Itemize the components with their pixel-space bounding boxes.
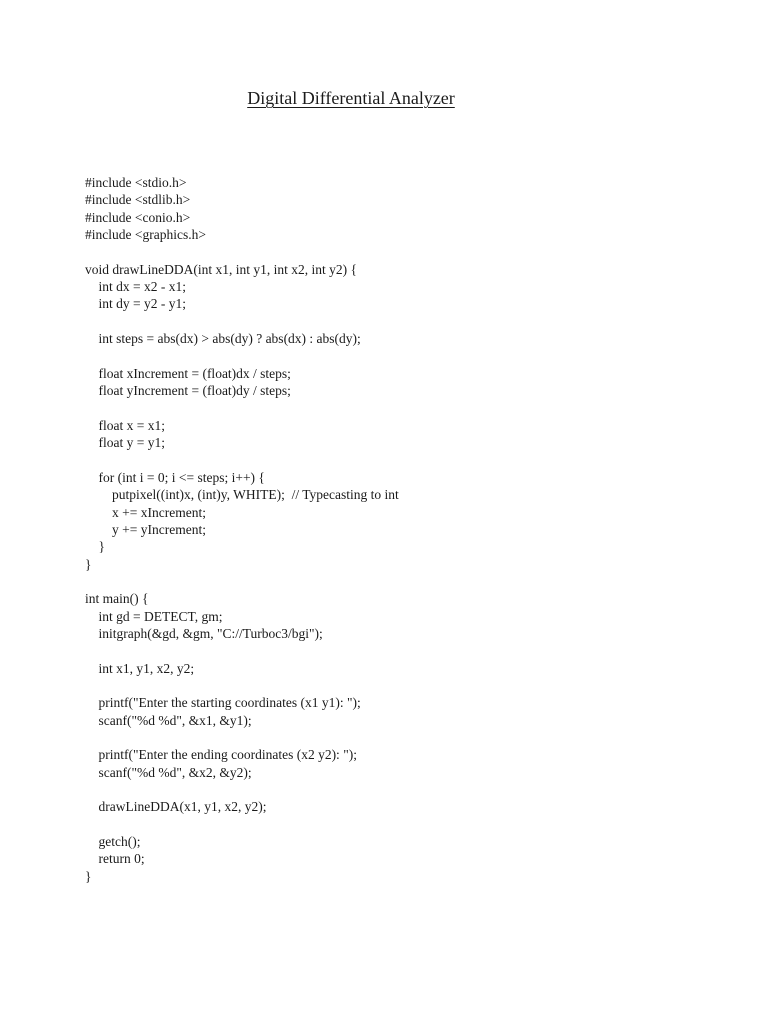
code-line: #include <stdlib.h> [85,192,191,208]
code-line: #include <stdio.h> [85,175,187,190]
code-line: int main() { [85,591,149,607]
code-line [85,452,725,469]
code-line: drawLineDDA(x1, y1, x2, y2); [85,799,267,815]
code-line: initgraph(&gd, &gm, "C://Turboc3/bgi"); [85,625,323,641]
code-line: #include <conio.h> [85,209,191,225]
code-line: for (int i = 0; i <= steps; i++) { [85,469,265,485]
code-line: int steps = abs(dx) > abs(dy) ? abs(dx) : abs(dy); [85,331,361,347]
code-line: putpixel((int)x, (int)y, WHITE); // Typecasting to int [85,487,399,503]
code-line [85,573,725,590]
code-line [85,347,725,364]
code-line [85,781,725,798]
code-line: float xIncrement = (float)dx / steps; [85,365,291,381]
code-line: printf("Enter the ending coordinates (x2 y2): "); [85,747,357,763]
code-line: #include <graphics.h> [85,227,206,243]
code-line [85,313,725,330]
code-line: int x1, y1, x2, y2; [85,660,195,676]
code-line: } [85,868,92,884]
code-line: y += yIncrement; [85,521,206,537]
code-line: scanf("%d %d", &x2, &y2); [85,764,252,780]
code-line: int gd = DETECT, gm; [85,608,223,624]
document-title: Digital Differential Analyzer [247,88,455,108]
code-line: float x = x1; [85,417,165,433]
code-line: x += xIncrement; [85,504,206,520]
code-line: int dy = y2 - y1; [85,296,186,312]
code-line: return 0; [85,851,145,867]
code-line: } [85,539,105,555]
code-line: void drawLineDDA(int x1, int y1, int x2, int y2) { [85,261,357,277]
code-line [85,642,725,659]
code-line [85,729,725,746]
code-line: } [85,556,92,572]
code-block [85,174,725,885]
code-line [85,816,725,833]
code-line: float yIncrement = (float)dy / steps; [85,383,291,399]
code-line: float y = y1; [85,435,165,451]
code-line: int dx = x2 - x1; [85,279,186,295]
code-line [85,243,725,260]
code-line: getch(); [85,834,141,850]
code-line [85,677,725,694]
code-line [85,399,725,416]
code-line: scanf("%d %d", &x1, &y1); [85,712,252,728]
code-line: printf("Enter the starting coordinates (x1 y1): "); [85,695,361,711]
